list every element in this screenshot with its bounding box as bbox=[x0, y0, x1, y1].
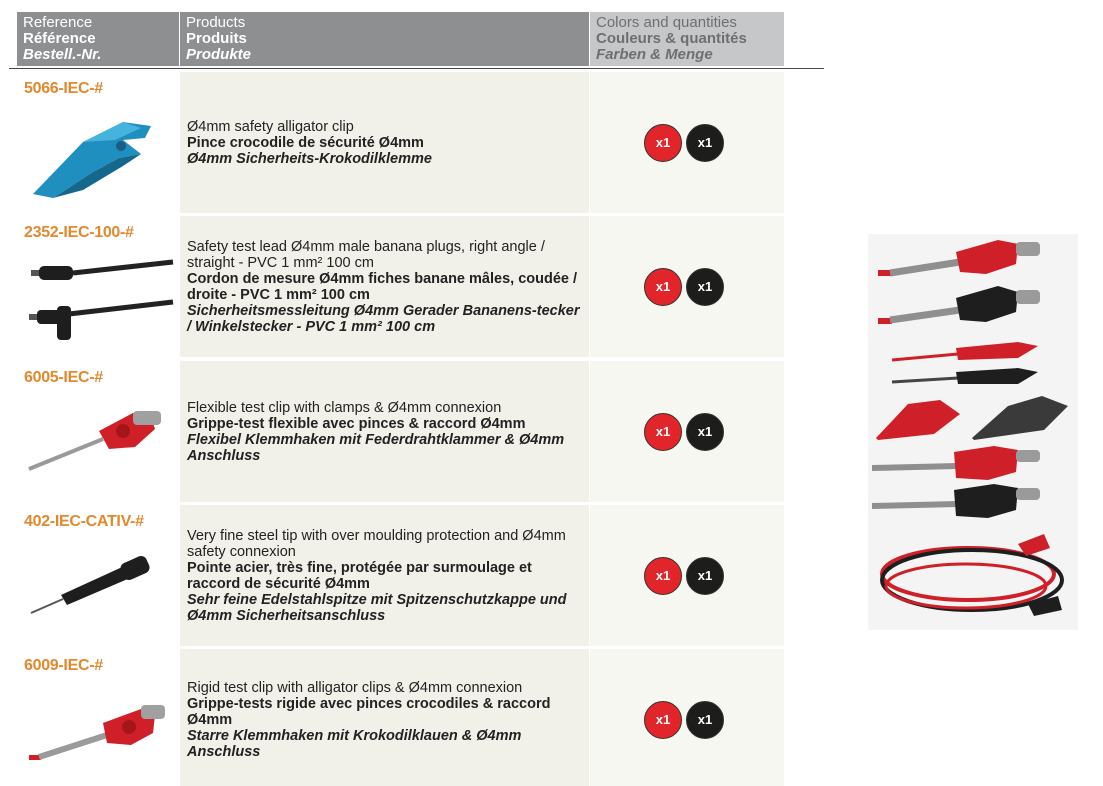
black-quantity-badge: x1 bbox=[686, 268, 724, 306]
colors-cell bbox=[590, 361, 784, 502]
product-kit-photo bbox=[868, 234, 1078, 630]
steel-tip-probe-image bbox=[23, 535, 175, 641]
alligator-clip-image bbox=[23, 102, 175, 208]
product-row bbox=[17, 505, 784, 646]
colors-cell bbox=[590, 216, 784, 357]
description-fr: Cordon de mesure Ø4mm fiches banane mâles, coudée / droite - PVC 1 mm² 100 cm bbox=[187, 270, 578, 303]
description-de: Starre Klemmhaken mit Krokodilklauen & Ø4mm Anschluss bbox=[187, 727, 522, 760]
product-reference: 6009-IEC-# bbox=[24, 657, 103, 674]
header-products-en: Products bbox=[186, 14, 246, 31]
product-description bbox=[180, 361, 589, 502]
header-divider bbox=[9, 68, 824, 69]
description-en: Rigid test clip with alligator clips & Ø4mm connexion bbox=[187, 679, 523, 696]
description-en: Flexible test clip with clamps & Ø4mm connexion bbox=[187, 399, 502, 416]
black-quantity-badge: x1 bbox=[686, 701, 724, 739]
black-quantity-badge: x1 bbox=[686, 557, 724, 595]
header-colors-de: Farben & Menge bbox=[596, 46, 713, 63]
header-reference-de: Bestell.-Nr. bbox=[23, 46, 102, 63]
header-reference-en: Reference bbox=[23, 14, 93, 31]
test-lead-image bbox=[23, 246, 175, 352]
description-fr: Pince crocodile de sécurité Ø4mm bbox=[187, 134, 424, 151]
product-description bbox=[180, 649, 589, 786]
red-quantity-badge: x1 bbox=[644, 268, 682, 306]
black-quantity-badge: x1 bbox=[686, 124, 724, 162]
product-reference: 5066-IEC-# bbox=[24, 80, 103, 97]
black-quantity-badge: x1 bbox=[686, 413, 724, 451]
header-colors-en: Colors and quantities bbox=[596, 14, 737, 31]
product-description bbox=[180, 72, 589, 213]
product-row bbox=[17, 649, 784, 786]
product-row bbox=[17, 216, 784, 357]
product-row bbox=[17, 361, 784, 502]
header-products-fr: Produits bbox=[186, 30, 247, 47]
product-description bbox=[180, 216, 589, 357]
description-fr: Grippe-test flexible avec pinces & raccord Ø4mm bbox=[187, 415, 526, 432]
description-en: Ø4mm safety alligator clip bbox=[187, 118, 354, 135]
description-en: Safety test lead Ø4mm male banana plugs, right angle / straight - PVC 1 mm² 100 cm bbox=[187, 238, 545, 271]
header-products-de: Produkte bbox=[186, 46, 252, 63]
product-description bbox=[180, 505, 589, 646]
colors-cell bbox=[590, 72, 784, 213]
description-fr: Grippe-tests rigide avec pinces crocodiles & raccord Ø4mm bbox=[187, 695, 551, 728]
product-row bbox=[17, 72, 784, 213]
red-quantity-badge: x1 bbox=[644, 557, 682, 595]
colors-cell bbox=[590, 505, 784, 646]
rigid-test-clip-image bbox=[23, 679, 175, 785]
red-quantity-badge: x1 bbox=[644, 701, 682, 739]
description-de: Sehr feine Edelstahlspitze mit Spitzenschutzkappe und Ø4mm Sicherheitsanschluss bbox=[187, 591, 567, 624]
colors-cell bbox=[590, 649, 784, 786]
description-fr: Pointe acier, très fine, protégée par surmoulage et raccord de sécurité Ø4mm bbox=[187, 559, 532, 592]
header-colors-fr: Couleurs & quantités bbox=[596, 30, 747, 47]
product-reference: 402-IEC-CATIV-# bbox=[24, 513, 144, 530]
description-de: Sicherheitsmessleitung Ø4mm Gerader Bananens-tecker / Winkelstecker - PVC 1 mm² 100 cm bbox=[187, 302, 580, 335]
header-reference-fr: Référence bbox=[23, 30, 96, 47]
description-de: Ø4mm Sicherheits-Krokodilklemme bbox=[187, 150, 432, 167]
red-quantity-badge: x1 bbox=[644, 124, 682, 162]
header-colors bbox=[590, 12, 784, 66]
flexible-test-clip-image bbox=[23, 391, 175, 497]
description-en: Very fine steel tip with over moulding protection and Ø4mm safety connexion bbox=[187, 527, 566, 560]
product-reference: 2352-IEC-100-# bbox=[24, 224, 134, 241]
description-de: Flexibel Klemmhaken mit Federdrahtklammer & Ø4mm Anschluss bbox=[187, 431, 565, 464]
header-products bbox=[180, 12, 589, 66]
header-reference bbox=[17, 12, 179, 66]
product-reference: 6005-IEC-# bbox=[24, 369, 103, 386]
red-quantity-badge: x1 bbox=[644, 413, 682, 451]
